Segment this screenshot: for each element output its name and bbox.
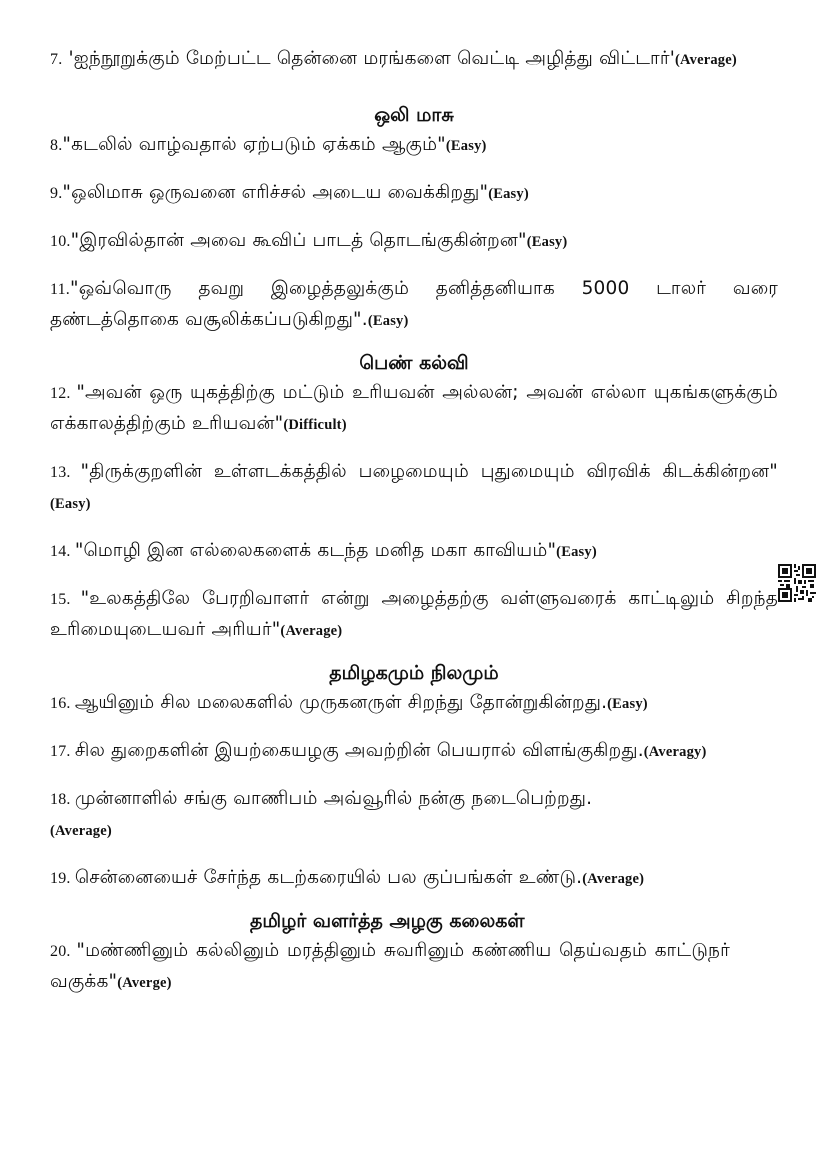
section-heading-tamil-fine-arts: தமிழர் வளர்த்த அழகு கலைகள் <box>250 910 525 932</box>
question-13: 13. "திருக்குறளின் உள்ளடக்கத்தில் பழைமையும் புதுமையும் விரவிக் கிடக்கின்றன"(Easy) <box>50 461 778 512</box>
document-page <box>50 44 778 998</box>
question-18: 18. முன்னாளில் சங்கு வாணிபம் அவ்வூரில் நன்கு நடைபெற்றது.(Average) <box>50 788 593 839</box>
question-16: 16. ஆயினும் சில மலைகளில் முருகனருள் சிறந்து தோன்றுகின்றது.(Easy) <box>50 692 648 713</box>
section-heading-noise-pollution: ஒலி மாசு <box>374 104 454 126</box>
question-11: 11."ஒவ்வொரு தவறு இழைத்தலுக்கும் தனித்தனியாக 5000 டாலர் வரை தண்டத்தொகை வசூலிக்கப்படுகிறது".(Easy) <box>50 278 778 330</box>
question-9: 9."ஒலிமாசு ஒருவனை எரிச்சல் அடைய வைக்கிறது"(Easy) <box>50 182 529 203</box>
question-10: 10."இரவில்தான் அவை கூவிப் பாடத் தொடங்குகின்றன"(Easy) <box>50 230 568 251</box>
section-heading-womens-education: பெண் கல்வி <box>359 352 469 374</box>
question-19: 19. சென்னையைச் சேர்ந்த கடற்கரையில் பல குப்பங்கள் உண்டு.(Average) <box>50 867 645 888</box>
question-7: 7. 'ஐந்நூறுக்கும் மேற்பட்ட தென்னை மரங்களை வெட்டி அழித்து விட்டார்'(Average) <box>50 48 737 69</box>
section-heading-tamilnadu-land: தமிழகமும் நிலமும் <box>329 662 499 684</box>
question-20: 20. "மண்ணினும் கல்லினும் மரத்தினும் சுவரினும் கண்ணிய தெய்வதம் காட்டுநர் வகுக்க"(Averge) <box>50 940 730 992</box>
question-14: 14. "மொழி இன எல்லைகளைக் கடந்த மனித மகா காவியம்"(Easy) <box>50 540 597 561</box>
question-15: 15. "உலகத்திலே பேரறிவாளர் என்று அழைத்தற்கு வள்ளுவரைக் காட்டிலும் சிறந்த உரிமையுடையவர் அரியர்"(Average) <box>50 588 778 640</box>
question-12: 12. "அவன் ஒரு யுகத்திற்கு மட்டும் உரியவன் அல்லன்; அவன் எல்லா யுகங்களுக்கும் எக்காலத்திற்கும் உரியவன்"(Difficult) <box>50 382 778 434</box>
question-8: 8."கடலில் வாழ்வதால் ஏற்படும் ஏக்கம் ஆகும்"(Easy) <box>50 134 487 155</box>
question-17: 17. சில துறைகளின் இயற்கையழகு அவற்றின் பெயரால் விளங்குகிறது.(Averagy) <box>50 740 707 761</box>
qr-code-icon <box>778 564 816 602</box>
